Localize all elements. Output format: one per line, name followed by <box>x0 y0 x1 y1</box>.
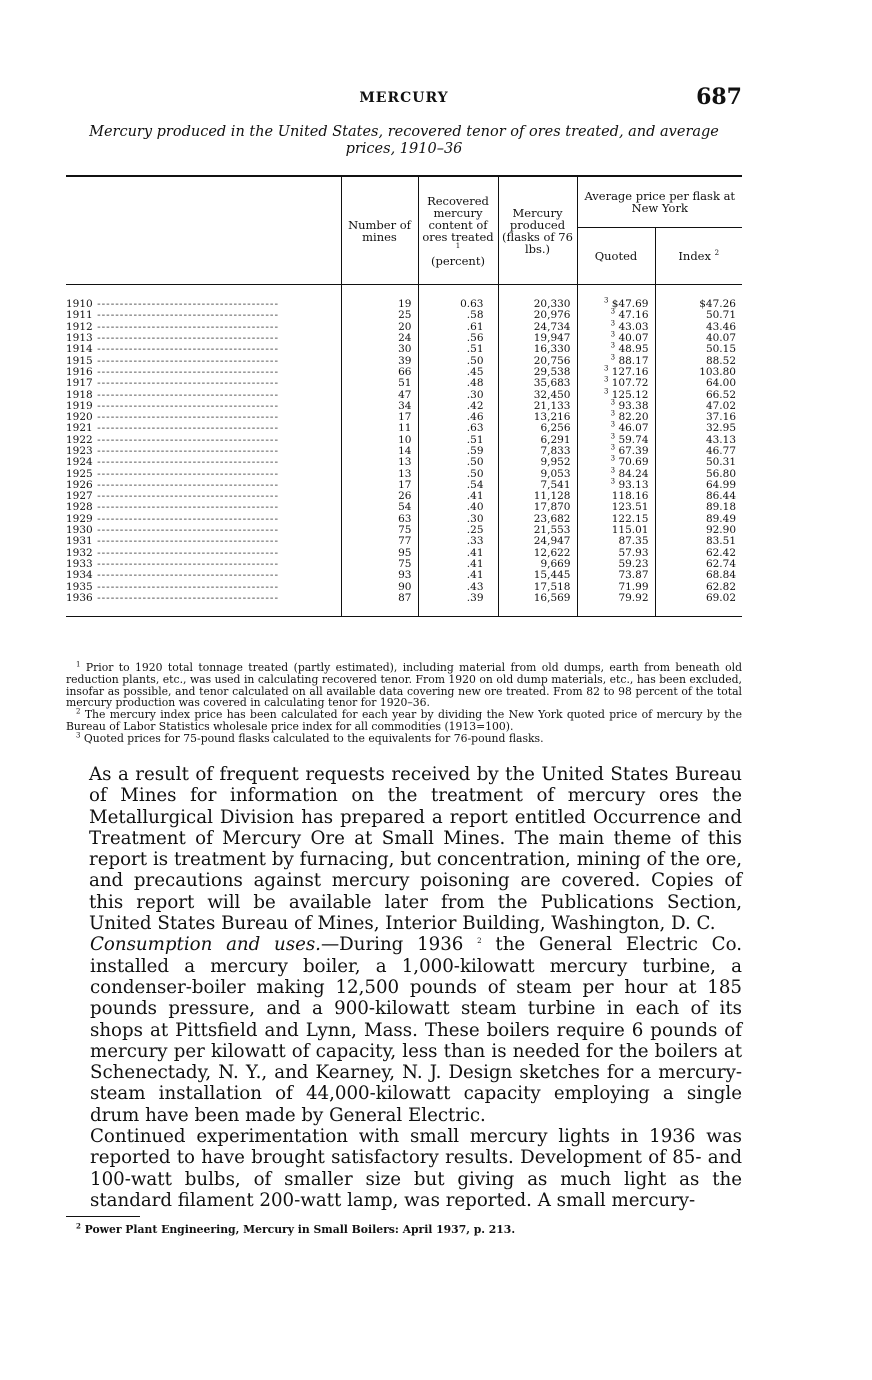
cell-year <box>66 581 341 592</box>
cell-index: 89.49 <box>655 514 742 525</box>
footnote-ref: 3 <box>603 375 609 384</box>
quoted-value: 87.35 <box>618 535 649 548</box>
header-recovered-content <box>418 176 498 285</box>
cell-mines: 13 <box>341 457 418 468</box>
dot-leader: ---------------------------------------- <box>92 355 279 367</box>
dot-leader: ---------------------------------------- <box>92 524 279 537</box>
dot-leader: ---------------------------------------- <box>92 536 279 548</box>
cell-produced: 16,330 <box>498 344 577 355</box>
quoted-value: 82.20 <box>618 411 649 424</box>
cell-recovered: .41 <box>418 548 498 559</box>
cell-mines: 95 <box>341 548 418 559</box>
table-body <box>66 285 742 617</box>
cell-index: 32.95 <box>655 423 742 434</box>
dot-leader: ---------------------------------------- <box>92 468 279 480</box>
paragraph-text: —During 1936 <box>320 934 464 956</box>
cell-recovered: .41 <box>418 491 498 502</box>
quoted-value: 46.07 <box>618 422 649 435</box>
footnote-ref: 1 <box>455 241 461 250</box>
year-value: 1922 <box>66 434 93 446</box>
cell-produced: 12,622 <box>498 548 577 559</box>
year-value: 1915 <box>66 355 93 367</box>
quoted-value: 71.99 <box>618 580 649 593</box>
table-caption: Mercury produced in the United States, recovered tenor of ores treated, and average prices, 1910–36 <box>89 124 719 157</box>
quoted-value: 93.38 <box>618 399 649 412</box>
quoted-value: 59.23 <box>618 557 649 570</box>
cell-produced: 17,870 <box>498 502 577 513</box>
footnote-ref: 3 <box>610 454 616 463</box>
paragraph-text: the General Electric Co. installed a mercury boiler, a 1,000-kilowatt mercury turbine, a condenser-boiler making 12,500 pounds of steam per hour at 185 pounds pressure, and a 900-kilowatt steam turbine in each of its shops at Pittsfield and Lynn, Mass. These boilers require 6 pounds of mercury per kilowatt of capacity, less than is needed for the boilers at Schenectady, N. Y., and Kearney, N. J. Design sketches for a mercury-steam installation of 44,000-kilowatt capacity employing a single drum have been made by General Electric. <box>90 934 742 1126</box>
cell-produced: 13,216 <box>498 412 577 423</box>
cell-produced: 16,569 <box>498 593 577 617</box>
year-value: 1931 <box>66 536 93 548</box>
quoted-value: 47.16 <box>618 309 649 322</box>
cell-recovered: .30 <box>418 389 498 400</box>
cell-produced: 24,734 <box>498 322 577 333</box>
dot-leader: ---------------------------------------- <box>92 400 279 412</box>
footnote-ref: 3 <box>610 466 616 475</box>
table-footnote-2 <box>66 709 742 733</box>
cell-produced: 9,669 <box>498 559 577 570</box>
cell-mines: 13 <box>341 468 418 479</box>
quoted-value: 67.39 <box>618 445 649 457</box>
footnote-ref: 3 <box>603 364 609 373</box>
cell-year <box>66 355 341 366</box>
cell-year <box>66 446 341 457</box>
cell-recovered: .51 <box>418 435 498 446</box>
year-value: 1916 <box>66 366 93 378</box>
cell-year <box>66 378 341 389</box>
body-text <box>90 764 742 1211</box>
quoted-value: 125.12 <box>611 388 649 401</box>
cell-mines: 75 <box>341 559 418 570</box>
year-value: 1913 <box>66 332 93 345</box>
cell-recovered: .39 <box>418 593 498 617</box>
footnote-ref: 3 <box>610 319 616 328</box>
cell-year <box>66 310 341 321</box>
cell-index: 56.80 <box>655 468 742 479</box>
dot-leader: ---------------------------------------- <box>92 411 279 424</box>
cell-mines: 25 <box>341 310 418 321</box>
dot-leader: ---------------------------------------- <box>92 321 279 333</box>
dot-leader: ---------------------------------------- <box>92 570 279 582</box>
cell-mines: 10 <box>341 435 418 446</box>
cell-mines: 24 <box>341 333 418 344</box>
quoted-value: 123.51 <box>611 501 649 514</box>
body-paragraph-2 <box>90 934 742 1126</box>
cell-recovered: .54 <box>418 480 498 491</box>
cell-year <box>66 367 341 378</box>
cell-recovered: .41 <box>418 559 498 570</box>
footnote-divider <box>66 1216 140 1217</box>
dot-leader: ---------------------------------------- <box>92 298 279 311</box>
cell-mines: 11 <box>341 423 418 434</box>
cell-year <box>66 502 341 513</box>
cell-index: 89.18 <box>655 502 742 513</box>
year-value: 1936 <box>66 592 93 604</box>
cell-recovered: .42 <box>418 401 498 412</box>
header-recovered-unit: (percent) <box>431 253 485 268</box>
year-value: 1926 <box>66 479 93 491</box>
cell-produced: 9,952 <box>498 457 577 468</box>
cell-produced: 21,133 <box>498 401 577 412</box>
cell-index: 66.52 <box>655 389 742 400</box>
cell-recovered: .41 <box>418 570 498 581</box>
cell-year <box>66 333 341 344</box>
cell-produced: 24,947 <box>498 536 577 547</box>
cell-produced: 29,538 <box>498 367 577 378</box>
cell-mines: 63 <box>341 514 418 525</box>
footnote-ref: 3 <box>610 353 616 362</box>
cell-produced: 7,833 <box>498 446 577 457</box>
cell-mines: 66 <box>341 367 418 378</box>
quoted-value: 43.03 <box>618 320 649 333</box>
footnote-text: Prior to 1920 total tonnage treated (partly estimated), including material from old dumps, earth from beneath old reduction plants, etc., was used in calculating recovered tenor. From 1920 on old dump materials, etc., has been excluded, insofar as possible, and tenor calculated on all available data covering new ore treated. From 82 to 98 percent of the total mercury production was covered in calculating tenor for 1920–36. <box>66 661 743 710</box>
cell-recovered: .56 <box>418 333 498 344</box>
footnote-ref: 3 <box>610 398 616 407</box>
cell-index: 47.02 <box>655 401 742 412</box>
cell-recovered: .58 <box>418 310 498 321</box>
quoted-value: 48.95 <box>618 343 649 356</box>
cell-year <box>66 570 341 581</box>
cell-mines: 17 <box>341 480 418 491</box>
quoted-value: 57.93 <box>618 546 649 559</box>
dot-leader: ---------------------------------------- <box>92 547 279 559</box>
header-index-label: Index <box>678 249 711 263</box>
table-footnotes <box>66 662 742 745</box>
dot-leader: ---------------------------------------- <box>92 310 279 322</box>
page-title: MERCURY <box>359 90 449 106</box>
cell-mines: 75 <box>341 525 418 536</box>
body-paragraph-1: As a result of frequent requests received by the United States Bureau of Mines for information on the treatment of mercury ores the Metallurgical Division has prepared a report entitled Occurrence and Treatment of Mercury Ore at Small Mines. The main theme of this report is treatment by furnacing, but concentration, mining of the ore, and precautions against mercury poisoning are covered. Copies of this report will be available later from the Publications Section, United States Bureau of Mines, Interior Building, Washington, D. C. <box>89 764 742 935</box>
cell-produced: 23,682 <box>498 514 577 525</box>
year-value: 1912 <box>66 321 93 333</box>
cell-index: 50.71 <box>655 310 742 321</box>
cell-mines: 17 <box>341 412 418 423</box>
year-value: 1932 <box>66 547 93 559</box>
year-value: 1919 <box>66 400 93 412</box>
cell-index: 62.82 <box>655 581 742 592</box>
cell-produced: 20,330 <box>498 285 577 311</box>
dot-leader: ---------------------------------------- <box>92 423 279 435</box>
cell-quoted <box>577 593 655 617</box>
quoted-value: 59.74 <box>618 433 649 446</box>
dot-leader: ---------------------------------------- <box>92 581 279 593</box>
dot-leader: ---------------------------------------- <box>92 479 279 491</box>
dot-leader: ---------------------------------------- <box>92 558 279 570</box>
footnote-mark: 1 <box>76 660 81 669</box>
cell-index: 50.15 <box>655 344 742 355</box>
year-value: 1923 <box>66 445 93 457</box>
quoted-value: 40.07 <box>618 332 649 345</box>
footnote-ref: 3 <box>610 420 616 429</box>
cell-mines: 87 <box>341 593 418 617</box>
header-average-price: Average price per flask at New York <box>577 176 742 228</box>
cell-year <box>66 344 341 355</box>
cell-year <box>66 548 341 559</box>
header-index <box>655 228 742 285</box>
cell-year <box>66 401 341 412</box>
dot-leader: ---------------------------------------- <box>92 513 279 525</box>
year-value: 1914 <box>66 344 93 356</box>
cell-mines: 26 <box>341 491 418 502</box>
header-mercury-produced: Mercury produced (flasks of 76 lbs.) <box>498 176 577 285</box>
year-value: 1935 <box>66 581 93 593</box>
year-value: 1910 <box>66 298 93 311</box>
cell-index: 50.31 <box>655 457 742 468</box>
year-value: 1928 <box>66 502 93 514</box>
cell-recovered: .50 <box>418 355 498 366</box>
cell-year <box>66 593 341 617</box>
footnote-ref: 3 <box>610 330 616 339</box>
cell-recovered: .45 <box>418 367 498 378</box>
cell-mines: 20 <box>341 322 418 333</box>
cell-recovered: .40 <box>418 502 498 513</box>
cell-mines: 47 <box>341 389 418 400</box>
footnote-ref: 3 <box>610 307 616 316</box>
footnote-ref: 3 <box>610 443 616 452</box>
page-number: 687 <box>696 84 742 110</box>
cell-index: 69.02 <box>655 593 742 617</box>
quoted-value: 88.17 <box>618 354 649 367</box>
dot-leader: ---------------------------------------- <box>92 592 279 604</box>
quoted-value: 127.16 <box>611 365 649 378</box>
cell-produced: 6,256 <box>498 423 577 434</box>
cell-mines: 54 <box>341 502 418 513</box>
body-paragraph-3: Continued experimentation with small mercury lights in 1936 was reported to have brought satisfactory results. Development of 85- and 100-watt bulbs, of smaller size but giving as much light as the standard filament 200-watt lamp, was reported. A small mercury- <box>90 1126 742 1211</box>
footnote-text: Quoted prices for 75-pound flasks calculated to the equivalents for 76-pound flasks. <box>83 731 544 745</box>
cell-index: 68.84 <box>655 570 742 581</box>
cell-produced: 20,976 <box>498 310 577 321</box>
cell-recovered: .25 <box>418 525 498 536</box>
cell-quoted <box>577 285 655 311</box>
footnote-ref: 3 <box>603 387 609 396</box>
quoted-value: 73.87 <box>618 569 649 582</box>
cell-index: 62.74 <box>655 559 742 570</box>
dot-leader: ---------------------------------------- <box>92 332 279 345</box>
year-value: 1924 <box>66 457 93 469</box>
header-number-of-mines: Number of mines <box>341 176 418 285</box>
quoted-value: 115.01 <box>611 524 649 537</box>
quoted-value: 70.69 <box>618 456 649 469</box>
year-value: 1918 <box>66 389 93 401</box>
footnote-ref: 3 <box>610 409 616 418</box>
footnote-ref: 3 <box>610 477 616 486</box>
cell-year <box>66 491 341 502</box>
cell-produced: 19,947 <box>498 333 577 344</box>
header-quoted: Quoted <box>577 228 655 285</box>
quoted-value: 107.72 <box>611 377 649 390</box>
footnote-text: Power Plant Engineering, Mercury in Small Boilers: April 1937, p. 213. <box>84 1223 516 1236</box>
cell-mines: 30 <box>341 344 418 355</box>
cell-produced: 11,128 <box>498 491 577 502</box>
quoted-value: 118.16 <box>611 490 649 503</box>
cell-year <box>66 468 341 479</box>
cell-produced: 17,518 <box>498 581 577 592</box>
cell-recovered: .63 <box>418 423 498 434</box>
footnote-text: The mercury index price has been calculated for each year by dividing the New York quoted price of mercury by the Bureau of Labor Statistics wholesale price index for all commodities (1913=100). <box>66 708 742 733</box>
cell-mines: 34 <box>341 401 418 412</box>
cell-year <box>66 285 341 311</box>
year-value: 1934 <box>66 570 93 582</box>
dot-leader: ---------------------------------------- <box>92 434 279 446</box>
cell-produced: 21,553 <box>498 525 577 536</box>
cell-recovered: .46 <box>418 412 498 423</box>
cell-year <box>66 480 341 491</box>
cell-produced: 20,756 <box>498 355 577 366</box>
cell-mines: 51 <box>341 378 418 389</box>
cell-index: 83.51 <box>655 536 742 547</box>
year-value: 1927 <box>66 491 93 503</box>
cell-produced: 7,541 <box>498 480 577 491</box>
dot-leader: ---------------------------------------- <box>92 502 279 514</box>
header-recovered-label: Recovered mercury content of ores treated <box>422 193 494 244</box>
year-value: 1925 <box>66 468 93 480</box>
cell-recovered: .30 <box>418 514 498 525</box>
section-heading: Consumption and uses. <box>90 934 321 956</box>
year-value: 1933 <box>66 558 93 570</box>
cell-recovered: .61 <box>418 322 498 333</box>
cell-year <box>66 514 341 525</box>
cell-year <box>66 389 341 400</box>
running-head <box>66 86 742 112</box>
cell-year <box>66 536 341 547</box>
cell-year <box>66 525 341 536</box>
year-value: 1930 <box>66 524 93 537</box>
cell-index: 64.99 <box>655 480 742 491</box>
cell-produced: 9,053 <box>498 468 577 479</box>
cell-produced: 35,683 <box>498 378 577 389</box>
quoted-value: $47.69 <box>611 298 649 311</box>
table-footnote-1 <box>66 662 742 709</box>
cell-year <box>66 423 341 434</box>
quoted-value: 93.13 <box>618 478 649 491</box>
year-value: 1917 <box>66 378 93 390</box>
footnote-ref: 3 <box>610 432 616 441</box>
table-footnote-3 <box>66 733 742 745</box>
dot-leader: ---------------------------------------- <box>92 445 279 457</box>
dot-leader: ---------------------------------------- <box>92 344 279 356</box>
quoted-value: 84.24 <box>618 467 649 480</box>
table-row <box>66 593 742 617</box>
header-year <box>66 176 341 285</box>
year-value: 1929 <box>66 513 93 525</box>
cell-mines: 14 <box>341 446 418 457</box>
cell-index: 43.46 <box>655 322 742 333</box>
cell-recovered: .50 <box>418 468 498 479</box>
cell-produced: 6,291 <box>498 435 577 446</box>
year-value: 1911 <box>66 310 93 322</box>
page-footnote <box>76 1223 742 1236</box>
cell-index: 88.52 <box>655 355 742 366</box>
cell-year <box>66 322 341 333</box>
footnote-mark: 3 <box>76 731 81 740</box>
mercury-production-table <box>66 175 742 617</box>
dot-leader: ---------------------------------------- <box>92 491 279 503</box>
table-row <box>66 285 742 311</box>
cell-recovered: .43 <box>418 581 498 592</box>
cell-index: 86.44 <box>655 491 742 502</box>
footnote-ref: 3 <box>610 341 616 350</box>
cell-index: 62.42 <box>655 548 742 559</box>
cell-produced: 32,450 <box>498 389 577 400</box>
footnote-ref: 3 <box>603 296 609 305</box>
cell-produced: 15,445 <box>498 570 577 581</box>
cell-index: $47.26 <box>655 285 742 311</box>
footnote-mark: 2 <box>76 1221 81 1231</box>
cell-recovered: .51 <box>418 344 498 355</box>
dot-leader: ---------------------------------------- <box>92 457 279 469</box>
cell-mines: 39 <box>341 355 418 366</box>
year-value: 1921 <box>66 423 93 435</box>
cell-mines: 93 <box>341 570 418 581</box>
cell-recovered: 0.63 <box>418 285 498 311</box>
cell-year <box>66 412 341 423</box>
year-value: 1920 <box>66 411 93 424</box>
cell-mines: 90 <box>341 581 418 592</box>
dot-leader: ---------------------------------------- <box>92 366 279 378</box>
cell-index: 40.07 <box>655 333 742 344</box>
cell-index: 92.90 <box>655 525 742 536</box>
cell-mines: 19 <box>341 285 418 311</box>
cell-index: 64.00 <box>655 378 742 389</box>
cell-recovered: .33 <box>418 536 498 547</box>
cell-index: 43.13 <box>655 435 742 446</box>
cell-recovered: .59 <box>418 446 498 457</box>
cell-recovered: .50 <box>418 457 498 468</box>
cell-year <box>66 457 341 468</box>
cell-mines: 77 <box>341 536 418 547</box>
footnote-mark: 2 <box>76 707 81 716</box>
quoted-value: 122.15 <box>611 512 649 525</box>
cell-index: 46.77 <box>655 446 742 457</box>
dot-leader: ---------------------------------------- <box>92 378 279 390</box>
footnote-ref: 2 <box>714 249 720 258</box>
quoted-value: 79.92 <box>618 591 649 604</box>
cell-year <box>66 559 341 570</box>
footnote-ref: 2 <box>477 937 482 946</box>
cell-recovered: .48 <box>418 378 498 389</box>
dot-leader: ---------------------------------------- <box>92 389 279 401</box>
cell-index: 37.16 <box>655 412 742 423</box>
cell-year <box>66 435 341 446</box>
cell-index: 103.80 <box>655 367 742 378</box>
